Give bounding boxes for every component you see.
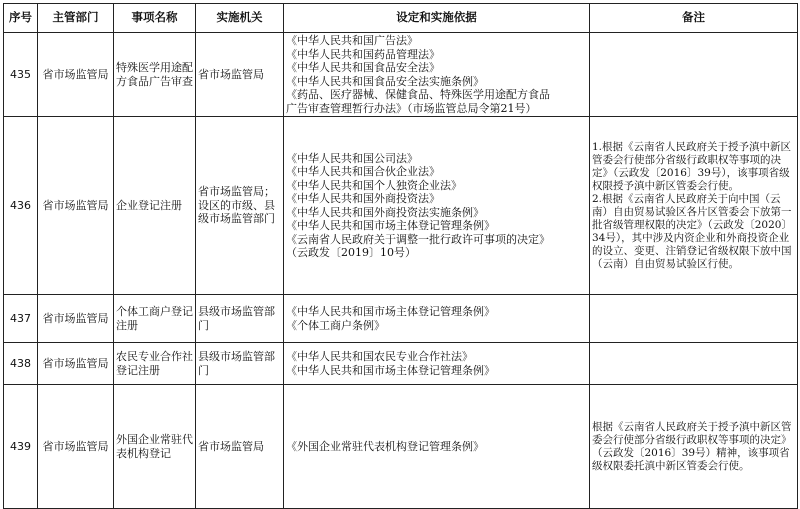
basis-line: 广告审查管理暂行办法》（市场监管总局令第21号） — [286, 101, 537, 115]
row-matter-name: 外国企业常驻代表机构登记 — [114, 385, 196, 509]
basis-line: 《中华人民共和国广告法》 — [286, 34, 418, 47]
basis-line: 《中华人民共和国市场主体登记管理条例》 — [286, 305, 495, 318]
row-note — [590, 343, 798, 385]
row-department: 省市场监管局 — [38, 385, 114, 509]
basis-line: 《云南省人民政府关于调整一批行政许可事项的决定》 — [286, 232, 550, 246]
header-agency: 实施机关 — [196, 4, 284, 33]
row-number: 438 — [4, 343, 38, 385]
row-department: 省市场监管局 — [38, 295, 114, 343]
row-number: 439 — [4, 385, 38, 509]
row-basis — [284, 385, 590, 509]
table-row — [4, 295, 798, 343]
header-note: 备注 — [590, 4, 798, 33]
table-row — [4, 33, 798, 117]
basis-line: 《中华人民共和国公司法》 — [286, 151, 418, 165]
row-agency: 县级市场监管部门 — [196, 343, 284, 385]
row-matter-name: 特殊医学用途配方食品广告审查 — [114, 33, 196, 117]
basis-line: 《中华人民共和国市场主体登记管理条例》 — [286, 363, 495, 377]
table-row — [4, 385, 798, 509]
basis-line: 《药品、医疗器械、保健食品、特殊医学用途配方食品 — [286, 88, 550, 101]
table-row — [4, 117, 798, 295]
header-num: 序号 — [4, 4, 38, 33]
header-basis: 设定和实施依据 — [284, 4, 590, 33]
row-matter-name: 个体工商户登记注册 — [114, 295, 196, 343]
row-agency: 省市场监管局 — [196, 33, 284, 117]
matters-table — [3, 3, 798, 509]
row-department: 省市场监管局 — [38, 117, 114, 295]
basis-line: 《中华人民共和国食品安全法实施条例》 — [286, 74, 484, 88]
row-matter-name: 企业登记注册 — [114, 117, 196, 295]
row-department: 省市场监管局 — [38, 343, 114, 385]
row-note — [590, 33, 798, 117]
table-row — [4, 343, 798, 385]
row-note: 根据《云南省人民政府关于授予滇中新区管委会行使部分省级行政职权等事项的决定》（云政发〔2016〕39号）精神，该事项省级权限委托滇中新区管委会行使。 — [590, 385, 798, 509]
basis-line: 《中华人民共和国个人独资企业法》 — [286, 178, 462, 192]
basis-line: 《外国企业常驻代表机构登记管理条例》 — [286, 439, 484, 453]
row-note — [590, 295, 798, 343]
row-department: 省市场监管局 — [38, 33, 114, 117]
basis-line: 《中华人民共和国农民专业合作社法》 — [286, 350, 473, 363]
row-agency: 省市场监管局 — [196, 385, 284, 509]
row-note: 1.根据《云南省人民政府关于授予滇中新区管委会行使部分省级行政职权等事项的决定》（云政发〔2016〕39号），该事项省级权限授予滇中新区管委会行使。 2.根据《云南省人民政府关于向中国（云南）自由贸易试验区各片区管委会下放第一批省级管理权限的决定》（云政发〔2020〕34号），其中涉及内资企业和外商投资企业的设立、变更、注销登记省级权限下放中国（云南）自由贸易试验区行使。 — [590, 117, 798, 295]
basis-line: 《中华人民共和国食品安全法》 — [286, 61, 440, 74]
row-number: 437 — [4, 295, 38, 343]
row-basis — [284, 33, 590, 117]
basis-line: 《个体工商户条例》 — [286, 318, 385, 332]
header-name: 事项名称 — [114, 4, 196, 33]
header-row — [4, 4, 798, 33]
basis-line: 《中华人民共和国市场主体登记管理条例》 — [286, 219, 495, 232]
basis-line: 《中华人民共和国药品管理法》 — [286, 47, 440, 61]
row-agency: 省市场监管局；设区的市级、县级市场监管部门 — [196, 117, 284, 295]
header-dept: 主管部门 — [38, 4, 114, 33]
basis-line: 《中华人民共和国合伙企业法》 — [286, 165, 440, 178]
basis-line: （云政发〔2019〕10号） — [286, 246, 416, 259]
row-number: 435 — [4, 33, 38, 117]
row-agency: 县级市场监管部门 — [196, 295, 284, 343]
row-matter-name: 农民专业合作社登记注册 — [114, 343, 196, 385]
basis-line: 《中华人民共和国外商投资法》 — [286, 192, 440, 205]
row-basis — [284, 295, 590, 343]
row-basis — [284, 117, 590, 295]
row-number: 436 — [4, 117, 38, 295]
row-basis — [284, 343, 590, 385]
basis-line: 《中华人民共和国外商投资法实施条例》 — [286, 205, 484, 219]
